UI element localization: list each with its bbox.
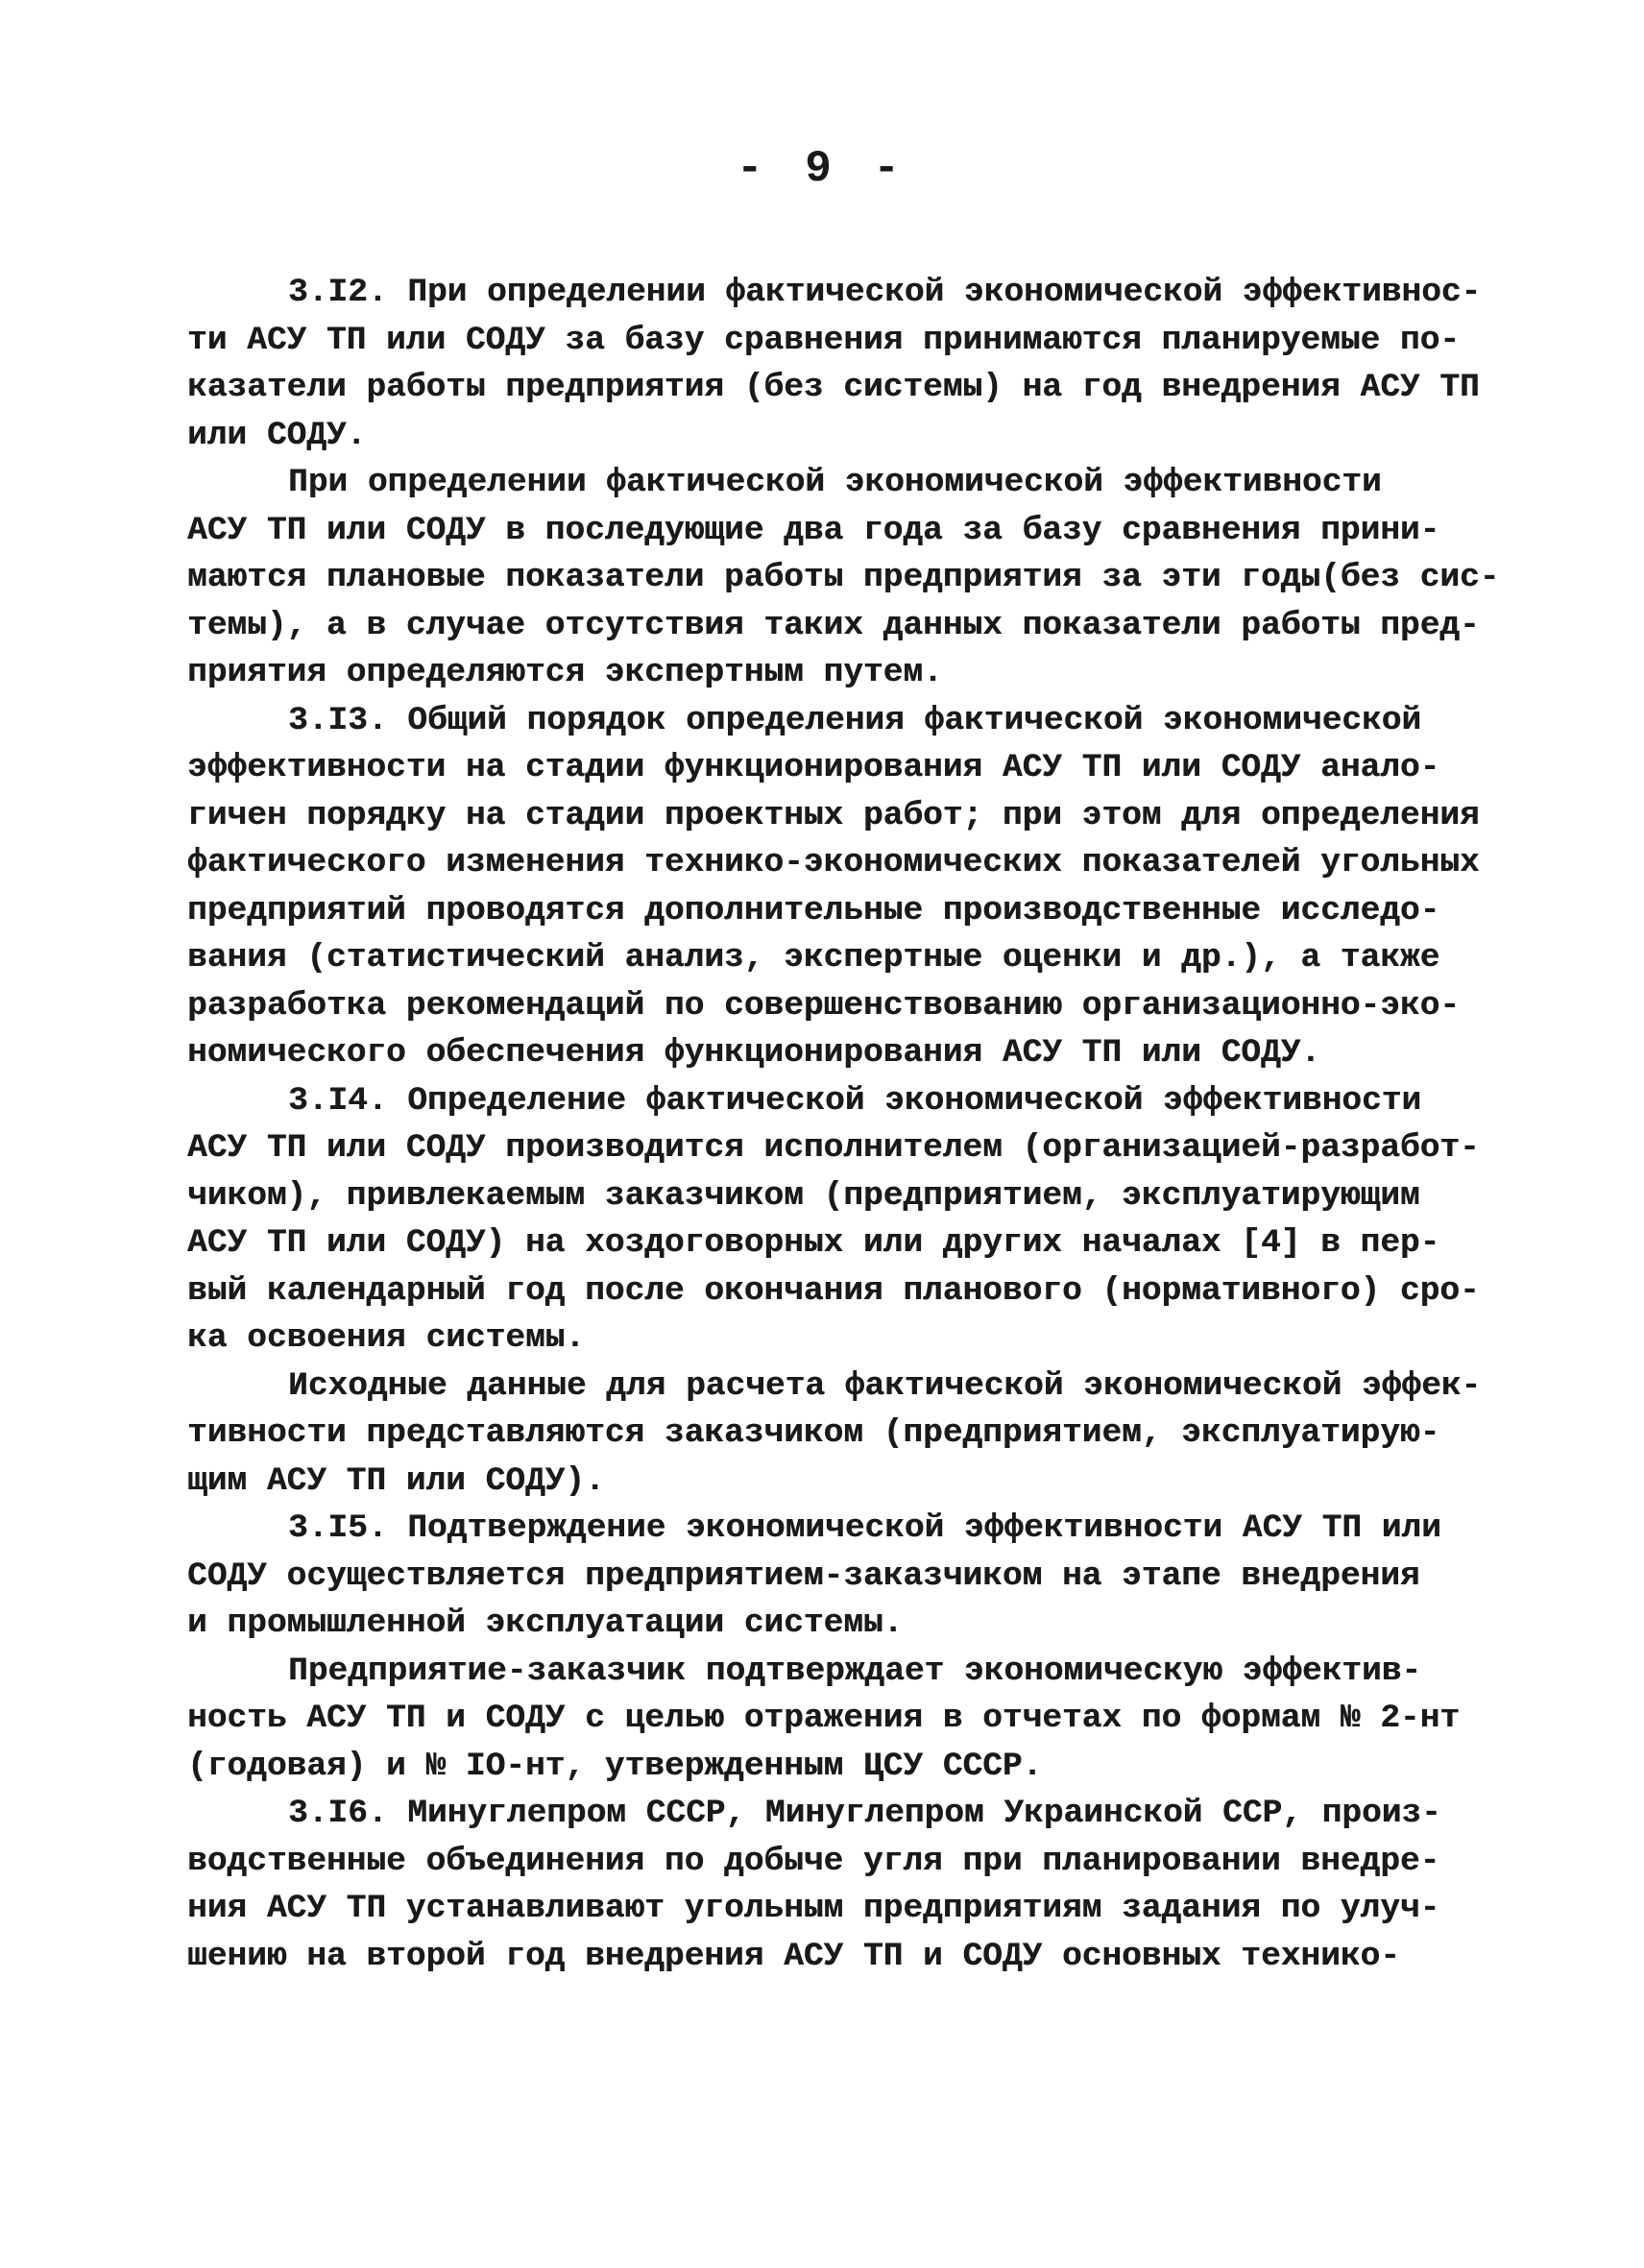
page-number: - 9 -	[736, 144, 908, 194]
text-line: гичен порядку на стадии проектных работ; при этом для определения	[187, 796, 1480, 834]
paragraph-first-line: 3.I4. Определение фактической экономической эффективности	[288, 1081, 1422, 1120]
text-line: водственные объединения по добыче угля при планировании внедре-	[187, 1842, 1440, 1880]
text-line: шению на второй год внедрения АСУ ТП и СОДУ основных технико-	[187, 1937, 1400, 1975]
text-line: (годовая) и № IO-нт, утвержденным ЦСУ СССР.	[187, 1747, 1043, 1785]
text-line: предприятий проводятся дополнительные производственные исследо-	[187, 891, 1440, 929]
paragraph-first-line: 3.I5. Подтверждение экономической эффективности АСУ ТП или	[288, 1509, 1441, 1547]
text-line: ка освоения системы.	[187, 1319, 586, 1357]
text-line: или СОДУ.	[187, 416, 367, 454]
text-line: АСУ ТП или СОДУ в последующие два года за базу сравнения прини-	[187, 511, 1440, 549]
text-line: тивности представляются заказчиком (предприятием, эксплуатирую-	[187, 1414, 1440, 1452]
text-line: маются плановые показатели работы предприятия за эти годы(без сис-	[187, 559, 1500, 596]
text-line: эффективности на стадии функционирования АСУ ТП или СОДУ анало-	[187, 749, 1440, 786]
text-line: АСУ ТП или СОДУ производится исполнителем (организацией-разработ-	[187, 1129, 1480, 1167]
text-line: ти АСУ ТП или СОДУ за базу сравнения принимаются планируемые по-	[187, 321, 1461, 359]
text-line: приятия определяются экспертным путем.	[187, 654, 943, 691]
text-line: фактического изменения технико-экономических показателей угольных	[187, 844, 1480, 881]
text-line: ность АСУ ТП и СОДУ с целью отражения в отчетах по формам № 2-нт	[187, 1700, 1461, 1737]
paragraph-first-line: Исходные данные для расчета фактической экономической эффек-	[288, 1366, 1482, 1405]
text-line: разработка рекомендаций по совершенствованию организационно-эко-	[187, 986, 1461, 1025]
text-line: номического обеспечения функционирования АСУ ТП или СОДУ.	[187, 1034, 1321, 1072]
paragraph-first-line: 3.I2. При определении фактической экономической эффективнос-	[288, 274, 1482, 311]
paragraph-first-line: 3.I3. Общий порядок определения фактической экономической	[288, 701, 1422, 739]
text-line: казатели работы предприятия (без системы) на год внедрения АСУ ТП	[187, 369, 1480, 406]
text-line: вый календарный год после окончания планового (нормативного) сро-	[187, 1271, 1480, 1310]
text-line: вания (статистический анализ, экспертные оценки и др.), а также	[187, 939, 1440, 977]
paragraph-first-line: При определении фактической экономической эффективности	[288, 464, 1382, 501]
text-line: и промышленной эксплуатации системы.	[187, 1604, 904, 1642]
text-line: ния АСУ ТП устанавливают угольным предприятиям задания по улуч-	[187, 1890, 1440, 1927]
text-line: щим АСУ ТП или СОДУ).	[187, 1461, 605, 1500]
text-line: темы), а в случае отсутствия таких данных показатели работы пред-	[187, 606, 1480, 644]
text-line: АСУ ТП или СОДУ) на хоздоговорных или других началах [4] в пер-	[187, 1224, 1440, 1262]
text-line: СОДУ осуществляется предприятием-заказчиком на этапе внедрения	[187, 1556, 1420, 1595]
paragraph-first-line: 3.I6. Минуглепром СССР, Минуглепром Украинской ССР, произ-	[288, 1795, 1441, 1832]
text-line: чиком), привлекаемым заказчиком (предприятием, эксплуатирующим	[187, 1176, 1420, 1215]
document-body	[187, 269, 1500, 1980]
paragraph-first-line: Предприятие-заказчик подтверждает экономическую эффектив-	[288, 1652, 1422, 1690]
